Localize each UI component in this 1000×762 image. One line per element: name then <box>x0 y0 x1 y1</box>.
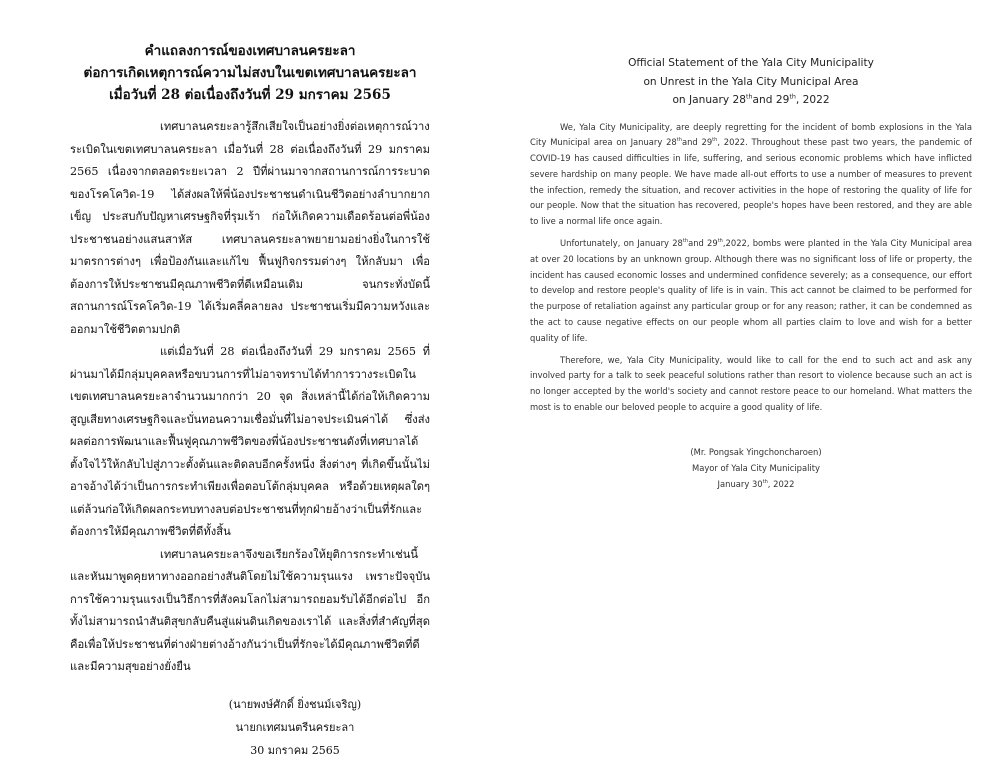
thai-paragraph: เทศบาลนครยะลาจึงขอเรียกร้องให้ยุติการกระทำเช่นนี้ และหันมาพูดคุยหาทางออกอย่างสันติโดยไม่ใช้ความรุนแรง เพราะปัจจุบันการใช้ความรุนแรงเป็นวิธีการที่สังคมโลกไม่สามารถยอมรับได้อีกต่อไป อีกทั้งไม่สามารถนำสันติสุขกลับคืนสู่แผ่นดินเกิดของเราได้ และสิ่งที่สำคัญที่สุดคือเพื่อให้ประชาชนที่ต่างฝ่ายต่างอ้างกันว่าเป็นที่รักจะได้มีคุณภาพชีวิตที่ดีและมีความสุขอย่างยั่งยืน <box>70 547 430 673</box>
english-paragraph: We, Yala City Municipality, are deeply regretting for the incident of bomb explosions in the Yala City Municipal area on January 28thand 29th, 2022. Throughout these past two years, the pandemic of COVID-19 has caused difficulties in life, suffering, and serious economic problems which have inflicted severe hardship on many people. We have made all-out efforts to use a number of measures to prevent the infection, remedy the situation, and recover activities in the hope of restoring the quality of life for our people. Now that the situation has recovered, people's hopes have been restored, and they are able to live a normal life once again. <box>530 121 972 227</box>
signatory-position: นายกเทศมนตรีนครยะลา <box>235 720 355 734</box>
thai-signature <box>70 693 430 762</box>
english-title-line: Official Statement of the Yala City Municipality <box>628 57 874 69</box>
signature-date: January 30th, 2022 <box>717 478 795 489</box>
thai-paragraph: แต่เมื่อวันที่ 28 ต่อเนื่องถึงวันที่ 29 มกราคม 2565 ที่ผ่านมาได้มีกลุ่มบุคคลหรือขบวนการที่ไม่อาจทราบได้ทำการวางระเบิดในเขตเทศบาลนครยะลาจำนวนมากกว่า 20 จุด สิ่งเหล่านี้ได้ก่อให้เกิดความสูญเสียทางเศรษฐกิจและบั่นทอนความเชื่อมั่นที่ไม่อาจประเมินค่าได้ ซึ่งส่งผลต่อการพัฒนาและฟื้นฟูคุณภาพชีวิตของพี่น้องประชาชนดังที่เทศบาลได้ตั้งใจไว้ให้กลับไปสู่ภาวะตั้งต้นและติดลบอีกครั้งหนึ่ง สิ่งต่างๆ ที่เกิดขึ้นนั้นไม่อาจอ้างได้ว่าเป็นการกระทำเพียงเพื่อตอบโต้กลุ่มบุคคล หรือด้วยเหตุผลใดๆ แต่ล้วนก่อให้เกิดผลกระทบทางลบต่อประชาชนที่ทุกฝ่ายอ้างว่าเป็นที่รักและต้องการให้มีคุณภาพชีวิตที่ดีทั้งสิ้น <box>70 345 430 538</box>
english-paragraph: Therefore, we, Yala City Municipality, would like to call for the end to such act and ask any involved party for a talk to seek peaceful solutions rather than resort to violence because such an act is no longer accepted by the world's society and cannot restore peace to our homeland. What matters the most is to enable our beloved people to acquire a good quality of life. <box>530 354 972 413</box>
thai-title <box>70 40 430 106</box>
english-title <box>530 54 972 110</box>
thai-paragraph: เทศบาลนครยะลารู้สึกเสียใจเป็นอย่างยิ่งต่อเหตุการณ์วางระเบิดในเขตเทศบาลนครยะลา เมื่อวันที่ 28 ต่อเนื่องถึงวันที่ 29 มกราคม 2565 เนื่องจากตลอดระยะเวลา 2 ปีที่ผ่านมาจากสถานการณ์การระบาดของโรคโควิด-19 ได้ส่งผลให้พี่น้องประชาชนดำเนินชีวิตอย่างลำบากยากเข็ญ ประสบกับปัญหาเศรษฐกิจที่รุมเร้า ก่อให้เกิดความเดือดร้อนต่อพี่น้องประชาชนอย่างแสนสาหัส เทศบาลนครยะลาพยายามอย่างยิ่งในการใช้มาตรการต่างๆ เพื่อป้องกันและแก้ไข ฟื้นฟูกิจกรรมต่างๆ ให้กลับมา เพื่อต้องการให้ประชาชนมีคุณภาพชีวิตที่ดีเหมือนเดิม จนกระทั่งบัดนี้สถานการณ์โรคโควิด-19 ได้เริ่มคลี่คลายลง ประชาชนเริ่มมีความหวังและออกมาใช้ชีวิตตามปกติ <box>70 120 430 336</box>
signatory-position: Mayor of Yala City Municipality <box>691 462 820 473</box>
signature-date: 30 มกราคม 2565 <box>250 743 340 757</box>
english-paragraph: Unfortunately, on January 28thand 29th,2022, bombs were planted in the Yala City Municipal area at over 20 locations by an unknown group. Although there was no significant loss of life or property, the incident has caused economic losses and undermined confidence severely; as a consequence, our effort to develop and restore people's quality of life is in vain. This act cannot be claimed to be performed for the purpose of retaliation against any particular group or for any reason; rather, it can be condemned as the act to cause negative effects on our people whom all parties claim to love and wish for a better quality of life. <box>530 238 972 343</box>
thai-body <box>70 116 430 679</box>
thai-statement-page <box>0 0 490 757</box>
thai-title-line: คำแถลงการณ์ของเทศบาลนครยะลา <box>144 43 356 59</box>
english-title-line: on Unrest in the Yala City Municipal Area <box>643 75 859 88</box>
thai-title-line: ต่อการเกิดเหตุการณ์ความไม่สงบในเขตเทศบาลนครยะลา <box>83 65 417 81</box>
english-body <box>530 120 972 416</box>
english-signature <box>530 444 972 492</box>
signatory-name: (นายพงษ์ศักดิ์ ยิ่งชนม์เจริญ) <box>228 697 362 711</box>
thai-title-line: เมื่อวันที่ 28 ต่อเนื่องถึงวันที่ 29 มกราคม 2565 <box>109 87 391 103</box>
english-title-date: on January 28thand 29th, 2022 <box>672 93 830 106</box>
signatory-name: (Mr. Pongsak Yingchoncharoen) <box>690 446 822 457</box>
english-statement-page <box>500 0 1000 600</box>
